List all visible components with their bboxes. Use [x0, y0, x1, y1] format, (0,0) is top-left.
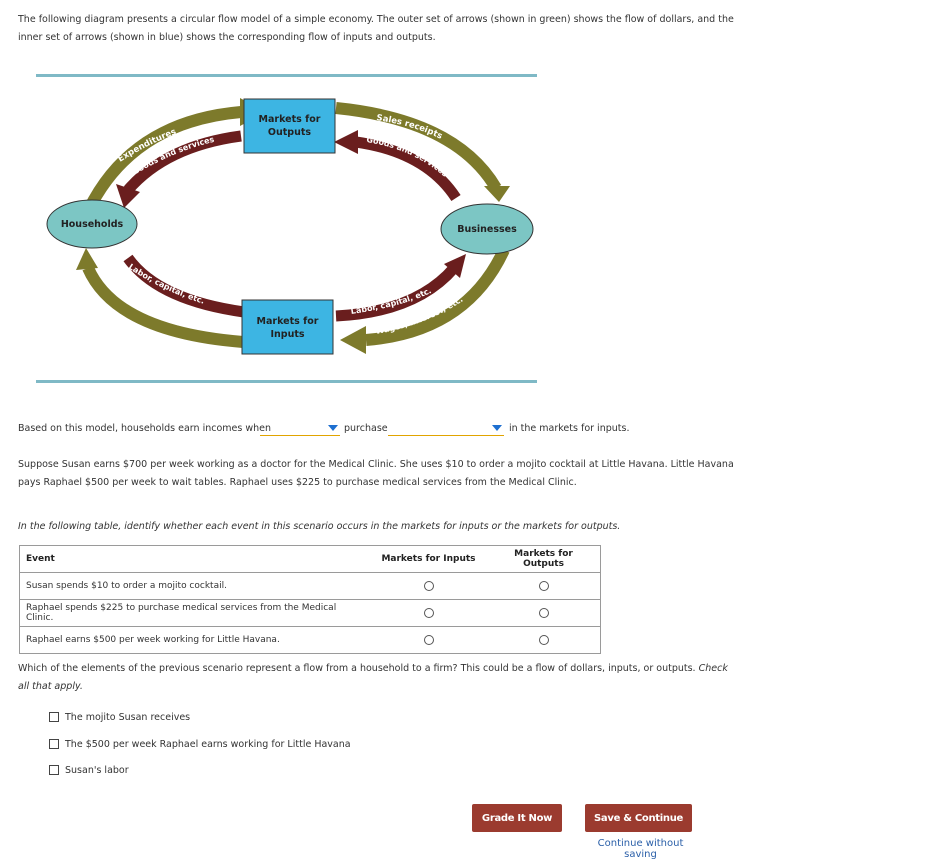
label-goods-services-left: Goods and services [130, 134, 216, 177]
grade-it-now-button[interactable]: Grade It Now [472, 804, 562, 832]
radio-row3-inputs[interactable] [424, 635, 434, 645]
intro-line-2: inner set of arrows (shown in blue) shows the corresponding flow of inputs and outputs. [18, 32, 436, 43]
svg-text:Households: Households [60, 219, 124, 230]
header-markets-inputs: Markets for Inputs [370, 546, 487, 573]
event-cell: Susan spends $10 to order a mojito cocktail. [20, 573, 371, 600]
dropdown-earners[interactable] [260, 421, 340, 436]
markets-for-inputs-box [242, 300, 333, 354]
radio-row2-inputs[interactable] [424, 608, 434, 618]
table-row [20, 627, 601, 654]
label-labor-right: Labor, capital, etc. [350, 286, 433, 316]
label-goods-services-right: Goods and services [365, 135, 450, 179]
svg-text:Markets for: Markets for [256, 316, 319, 327]
table-row [20, 573, 601, 600]
header-markets-outputs: Markets for Outputs [487, 546, 601, 573]
svg-text:Outputs: Outputs [267, 127, 312, 138]
circular-flow-diagram [36, 80, 541, 378]
chevron-down-icon [328, 425, 338, 431]
checkbox-icon[interactable] [49, 765, 59, 775]
checkbox-icon[interactable] [49, 712, 59, 722]
table-row [20, 600, 601, 627]
question1-text-2: purchase [344, 423, 388, 434]
checkbox-icon[interactable] [49, 739, 59, 749]
outer-arrow-incomes [76, 248, 243, 342]
checkbox-label: The mojito Susan receives [65, 711, 191, 723]
label-wages: Wages, interest, etc. [374, 294, 465, 336]
label-incomes: Incomes [142, 302, 182, 329]
radio-row1-outputs[interactable] [539, 581, 549, 591]
svg-text:Markets for: Markets for [258, 114, 321, 125]
radio-row1-inputs[interactable] [424, 581, 434, 591]
radio-row2-outputs[interactable] [539, 608, 549, 618]
intro-line-1: The following diagram presents a circular flow model of a simple economy. The outer set of arrows (shown in green) shows the flow of dollars, and the [18, 14, 734, 25]
svg-text:Businesses: Businesses [457, 224, 517, 235]
diagram-top-rule [36, 74, 537, 77]
table-header-row [20, 546, 601, 573]
chevron-down-icon [492, 425, 502, 431]
save-continue-button[interactable]: Save & Continue [585, 804, 692, 832]
markets-for-outputs-box [244, 99, 335, 153]
question1-text-3: in the markets for inputs. [509, 423, 630, 434]
scenario-line-2: pays Raphael $500 per week to wait tables. Raphael uses $225 to purchase medical services from the Medical Clinic. [18, 477, 577, 488]
scenario-paragraph [18, 456, 908, 492]
businesses-oval [441, 204, 533, 254]
diagram-bottom-rule [36, 380, 537, 383]
intro-paragraph [18, 11, 908, 47]
continue-without-saving-link[interactable]: Continue without saving [597, 838, 684, 860]
households-oval [47, 200, 137, 248]
event-table [19, 545, 601, 654]
header-event: Event [20, 546, 371, 573]
question2-paragraph [18, 660, 908, 696]
label-sales-receipts: Sales receipts [375, 113, 444, 142]
radio-row3-outputs[interactable] [539, 635, 549, 645]
checkbox-option-susan-labor[interactable] [49, 763, 129, 777]
checkbox-label: Susan's labor [65, 764, 129, 776]
event-cell: Raphael earns $500 per week working for Little Havana. [20, 627, 371, 654]
question2-line-1: Which of the elements of the previous scenario represent a flow from a household to a firm? This could be a flow of dollars, inputs, or outputs. [18, 663, 696, 674]
svg-text:Inputs: Inputs [270, 329, 305, 340]
checkbox-option-mojito[interactable] [49, 710, 190, 724]
question1-text-1: Based on this model, households earn incomes when [18, 423, 271, 434]
question2-line-2: all that apply. [18, 681, 83, 692]
question2-check: Check [698, 663, 728, 674]
checkbox-label: The $500 per week Raphael earns working for Little Havana [65, 738, 351, 750]
label-labor-left: Labor, capital, etc. [126, 262, 206, 306]
scenario-line-1: Suppose Susan earns $700 per week working as a doctor for the Medical Clinic. She uses $10 to order a mojito cocktail at Little Havana. Little Havana [18, 459, 734, 470]
table-instructions: In the following table, identify whether each event in this scenario occurs in the markets for inputs or the markets for outputs. [18, 521, 621, 532]
checkbox-option-raphael-earnings[interactable] [49, 737, 351, 751]
label-expenditures: Expenditures [116, 127, 178, 165]
event-cell: Raphael spends $225 to purchase medical services from the Medical Clinic. [20, 600, 371, 627]
dropdown-purchasers[interactable] [388, 421, 504, 436]
outer-arrow-wages [340, 250, 504, 354]
